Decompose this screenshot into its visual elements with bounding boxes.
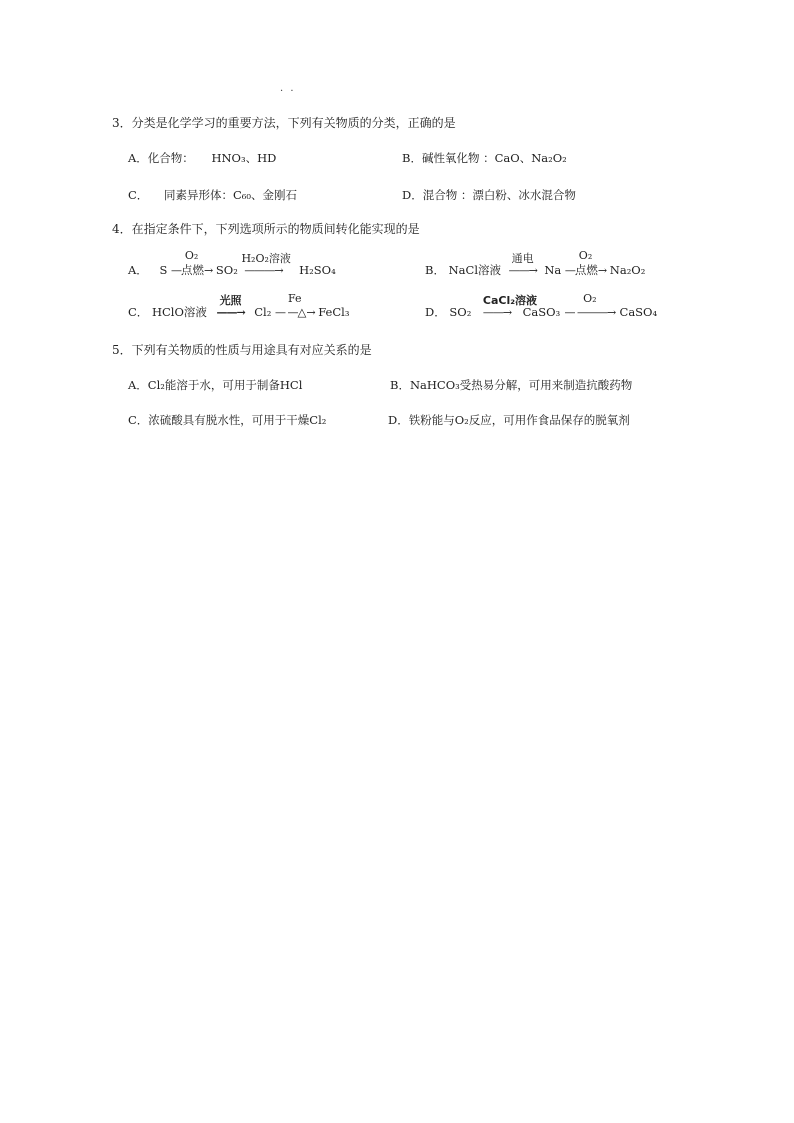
q4-c-s3: FeCl₃ [318, 305, 350, 319]
q3-option-a-text: HNO₃、HD [211, 151, 277, 165]
q4-d-s2: CaSO₃ [522, 305, 561, 319]
q4-c-arrow-2: Fe — —△→ [274, 292, 315, 319]
q3-option-a-label: A．化合物： [128, 151, 194, 165]
q3-option-d [402, 187, 576, 203]
question-5-stem: 5．下列有关物质的性质与用途具有对应关系的是 [112, 343, 372, 357]
q4-a-arrow-2-top: H₂O₂溶液 [241, 252, 291, 265]
q4-option-b [425, 249, 646, 278]
q3-option-b [402, 150, 567, 166]
header-dots: · · [280, 86, 296, 97]
q4-c-arrow-1: 光照 ——→ [211, 305, 251, 319]
q4-b-s1: NaCl溶液 [448, 263, 502, 277]
q4-c-s2: Cl₂ [254, 305, 272, 319]
q4-a-arrow-1: O₂ —点燃→ [171, 249, 213, 277]
q4-b-arrow-1-top: 通电 [511, 252, 534, 265]
q4-b-arrow-2-bottom: 点燃 [574, 263, 598, 277]
q4-b-arrow-2-top: O₂ [578, 249, 593, 262]
q4-a-arrow-2: H₂O₂溶液 ———→ [241, 252, 291, 277]
q4-d-label: D． [425, 305, 446, 319]
q4-a-arrow-1-bottom: 点燃 [181, 263, 205, 277]
q5-option-d: D．铁粉能与O₂反应，可用作食品保存的脱氧剂 [388, 413, 630, 427]
q4-c-arrow-2-top: Fe [287, 292, 302, 305]
q5-option-a: A．Cl₂能溶于水，可用于制备HCl [128, 378, 303, 392]
q4-option-c [128, 292, 350, 320]
question-3-stem: 3．分类是化学学习的重要方法，下列有关物质的分类，正确的是 [112, 116, 456, 130]
q4-a-s3: H₂SO₄ [299, 263, 336, 277]
q3-option-b-label: B．碱性氧化物 [402, 151, 480, 165]
q4-a-label: A． [128, 263, 148, 277]
q4-b-arrow-2: O₂ —点燃→ [564, 249, 607, 277]
q3-option-b-text: ：CaO、Na₂O₂ [483, 151, 567, 165]
q3-option-a [128, 150, 276, 166]
q4-c-arrow-1-top: 光照 [219, 294, 242, 307]
q4-b-label: B． [425, 263, 445, 277]
q4-option-a [128, 249, 336, 278]
q3-option-c [128, 187, 297, 203]
q4-a-s2: SO₂ [215, 263, 238, 277]
q3-option-d-text: ：漂白粉、冰水混合物 [460, 188, 576, 202]
q4-c-arrow-2-bottom: △ [297, 305, 307, 319]
q4-b-s2: Na [544, 263, 562, 277]
q4-a-arrow-1-top: O₂ [184, 249, 199, 262]
q4-d-arrow-1-top: CaCl₂溶液 [482, 294, 538, 307]
q5-option-c: C．浓硫酸具有脱水性，可用于干燥Cl₂ [128, 413, 327, 427]
q4-c-s1: HClO溶液 [151, 305, 207, 319]
q4-d-arrow-1: CaCl₂溶液 ——→ [475, 305, 519, 319]
q4-d-arrow-2: O₂ — ———→ [564, 292, 616, 319]
q4-d-arrow-2-top: O₂ [583, 292, 597, 305]
question-4-stem: 4．在指定条件下，下列选项所示的物质间转化能实现的是 [112, 222, 420, 236]
q3-option-d-label: D．混合物 [402, 188, 458, 202]
q4-option-d [425, 292, 658, 320]
q3-option-c-text: 同素异形体：C₆₀、金刚石 [163, 188, 297, 202]
q5-option-b: B．NaHCO₃受热易分解，可用来制造抗酸药物 [390, 378, 633, 392]
q4-d-s1: SO₂ [449, 305, 472, 319]
q4-c-label: C． [128, 305, 149, 319]
q3-option-c-label: C． [128, 188, 149, 202]
q4-a-s1: S [159, 263, 168, 277]
q4-d-s3: CaSO₄ [619, 305, 658, 319]
q4-b-s3: Na₂O₂ [609, 263, 646, 277]
q4-b-arrow-1: 通电 ——→ [505, 263, 541, 277]
